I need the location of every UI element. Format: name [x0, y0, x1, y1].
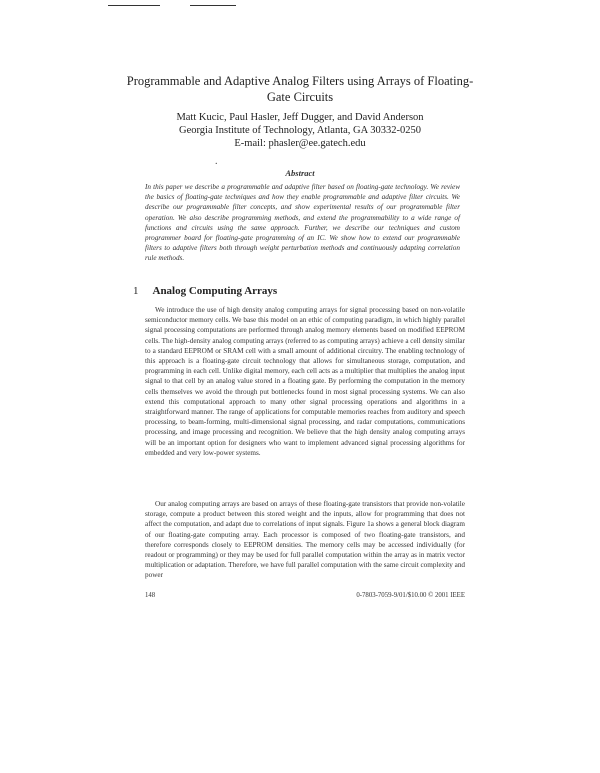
- paper-title: Programmable and Adaptive Analog Filters using Arrays of Floating-Gate Circuits: [126, 74, 474, 104]
- body-paragraph: Our analog computing arrays are based on arrays of these floating-gate transistors that provide non-volatile storage, compute a product between this stored weight and the inputs, allow for programming that does not affect the computation, and adapt due to correlations of input signals. Figure 1a shows a general block diagram of our floating-gate computing array. Each processor is composed of two floating-gate transistors, and therefore corresponds closely to EEPROM densities. The memory cells may be accessed individually (for readout or programming) or they may be used for full parallel computation within the array as in matrix vector multiplication or adaptation. Therefore, we have full parallel computation with the same circuit complexity and power: [145, 500, 466, 580]
- page-footer: [145, 592, 465, 599]
- header-rule-right: [190, 5, 236, 6]
- header-rule-left: [108, 5, 160, 6]
- section-title: Analog Computing Arrays: [152, 285, 278, 297]
- copyright-line: 0-7803-7059-9/01/$10.00 © 2001 IEEE: [356, 592, 465, 599]
- abstract-heading: Abstract: [285, 168, 315, 178]
- section-heading: [133, 285, 277, 297]
- section-number: 1: [133, 285, 139, 297]
- author-names: Matt Kucic, Paul Hasler, Jeff Dugger, and David Anderson: [176, 112, 424, 123]
- body-paragraph: We introduce the use of high density analog computing arrays for signal processing based on non-volatile semiconductor memory cells. We base this model on an ethic of computing paradigm, in which highly parallel signal processing computations are performed through analog memory elements based on modified EEPROM cells. The high-density analog computing arrays (referred to as computing arrays) achieve a cell density similar to a standard EEPROM or SRAM cell with a small amount of additional circuitry. The enabling technology of this approach is a floating-gate circuit technology that allows for simultaneous storage, computation, and programming in each cell. Unlike digital memory, each cell acts as a multiplier that multiplies the analog input signal to that cell by an analog value stored in a floating gate. By performing the computation in the memory cells themselves we avoid the through put bottlenecks found in most signal processing systems. We can also extend this computational approach to many other signal processing operations and algorithms in a straightforward manner. The range of applications for computable memories reaches from auditory and speech processing, to beam-forming, multi-dimensional signal processing, and radar computations, communications processing, and image processing and recognition. We believe that the high density analog computing arrays will be an important option for designers who want to implement advanced signal processing algorithms for embedded and very low-power systems.: [145, 306, 465, 457]
- scan-dot: .: [215, 156, 218, 167]
- page-number: 148: [145, 592, 156, 599]
- author-affiliation: Georgia Institute of Technology, Atlanta, GA 30332-0250: [179, 125, 421, 136]
- author-email: E-mail: phasler@ee.gatech.edu: [234, 138, 366, 149]
- author-block: [150, 111, 450, 150]
- abstract-text: In this paper we describe a programmable and adaptive filter based on floating-gate technology. We review the basics of floating-gate techniques and how they enable programmable and adaptive filter circuits. We describe our programmable filter concepts, and show experimental results of our programmable filter operation. We also describe programming methods, and extend the programmability to a wide range of functions and circuits using the same approach. Further, we describe our techniques and custom programmer board for floating-gate programming of an IC. We show how to extend our programmable filters to adaptive filters both through weight perturbation methods and continuously adapting correlation rule methods.: [145, 183, 460, 263]
